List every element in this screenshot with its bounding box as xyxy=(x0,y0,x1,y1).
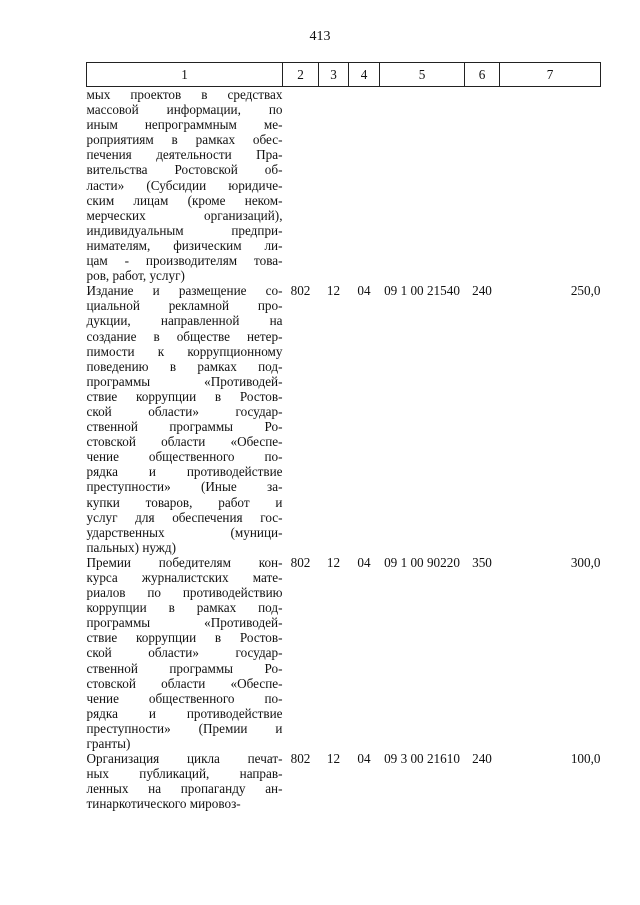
description-line: программы «Противодей- xyxy=(86,615,283,631)
section-code: 12 xyxy=(326,751,341,767)
description-line: стовской области «Обеспе- xyxy=(86,434,283,450)
description-line: ленных на пропаганду ан- xyxy=(86,781,283,797)
description-line: ской области» государ- xyxy=(86,645,283,661)
amount-value: 250,0 xyxy=(570,283,601,299)
description-line: создание в обществе нетер- xyxy=(86,328,283,344)
amount-value: 100,0 xyxy=(570,751,601,767)
description-line: поведению в рамках под- xyxy=(86,358,283,374)
target-article-code: 09 1 00 21540 xyxy=(384,283,460,299)
description-line: ской области» государ- xyxy=(86,403,283,419)
row-description xyxy=(87,555,283,751)
description-line: иным непрограммным ме- xyxy=(86,117,283,133)
header-col-4: 4 xyxy=(349,63,380,87)
table-row xyxy=(87,555,601,751)
amount-value xyxy=(500,87,601,284)
header-col-3: 3 xyxy=(319,63,349,87)
description-line: курса журналистских мате- xyxy=(86,570,283,585)
amount-value: 300,0 xyxy=(570,554,601,570)
description-line: дукции, направленной на xyxy=(86,313,283,329)
header-col-7: 7 xyxy=(500,63,601,87)
row-description xyxy=(87,283,283,555)
expense-type-code: 240 xyxy=(472,751,492,767)
description-line: услуг для обеспечения гос- xyxy=(86,509,283,525)
ministry-code: 802 xyxy=(290,554,311,570)
description-line: цам - производителям това- xyxy=(86,253,283,269)
section-code xyxy=(319,87,349,284)
description-line: ствие коррупции в Ростов- xyxy=(86,388,283,404)
description-line: индивидуальным предпри- xyxy=(86,222,283,238)
row-description xyxy=(87,751,283,811)
description-line: ров, работ, услуг) xyxy=(86,268,185,284)
description-line: рядка и противодействие xyxy=(86,464,283,480)
description-line: программы «Противодей- xyxy=(86,373,283,389)
header-col-5: 5 xyxy=(380,63,465,87)
target-article-code xyxy=(380,87,465,284)
ministry-code: 802 xyxy=(290,283,311,299)
description-line: вительства Ростовской об- xyxy=(86,162,283,178)
expense-type-code: 240 xyxy=(472,283,492,299)
description-line: циальной рекламной про- xyxy=(86,298,283,314)
description-line: печения деятельности Пра- xyxy=(86,147,283,163)
description-line: ударственных (муници- xyxy=(86,524,283,540)
description-line: ласти» (Субсидии юридиче- xyxy=(86,177,283,193)
target-article-code: 09 1 00 90220 xyxy=(384,554,460,570)
description-line: преступности» (Премии и xyxy=(86,720,283,736)
description-line: стовской области «Обеспе- xyxy=(86,675,283,691)
expense-type-code xyxy=(465,87,500,284)
description-line: купки товаров, работ и xyxy=(86,494,283,510)
table-row xyxy=(87,751,601,811)
subsection-code: 04 xyxy=(357,751,371,767)
description-line: тинаркотического мировоз- xyxy=(86,796,241,812)
description-line: ствие коррупции в Ростов- xyxy=(86,630,283,646)
description-line: массовой информации, по xyxy=(86,102,283,118)
description-line: ных публикаций, направ- xyxy=(86,766,283,782)
table-row xyxy=(87,283,601,555)
section-code: 12 xyxy=(326,283,341,299)
description-line: Организация цикла печат- xyxy=(86,751,283,767)
header-col-2: 2 xyxy=(283,63,319,87)
description-line: преступности» (Иные за- xyxy=(86,479,283,495)
description-line: Премии победителям кон- xyxy=(86,554,283,570)
expense-type-code: 350 xyxy=(472,554,492,570)
subsection-code xyxy=(349,87,380,284)
description-line: гранты) xyxy=(86,736,131,752)
header-col-1: 1 xyxy=(87,63,283,87)
header-row xyxy=(87,63,601,87)
description-line: чение общественного по- xyxy=(86,449,283,465)
description-line: нимателям, физическим ли- xyxy=(86,237,283,253)
subsection-code: 04 xyxy=(357,554,371,570)
row-description xyxy=(87,87,283,284)
description-line: Издание и размещение со- xyxy=(86,283,283,299)
subsection-code: 04 xyxy=(357,283,371,299)
description-line: мых проектов в средствах xyxy=(86,87,283,102)
description-line: пальных) нужд) xyxy=(86,539,177,555)
description-line: рядка и противодействие xyxy=(86,705,283,721)
budget-table xyxy=(86,62,601,812)
description-line: пимости к коррупционному xyxy=(86,343,283,359)
description-line: роприятиям в рамках обес- xyxy=(86,132,283,148)
description-line: коррупции в рамках под- xyxy=(86,600,283,616)
description-line: мерческих организаций), xyxy=(86,207,283,223)
description-line: риалов по противодействию xyxy=(86,585,283,601)
ministry-code: 802 xyxy=(290,751,311,767)
description-line: ственной программы Ро- xyxy=(86,419,283,435)
table-row xyxy=(87,87,601,284)
page-number: 413 xyxy=(309,29,331,44)
ministry-code xyxy=(283,87,319,284)
description-line: ским лицам (кроме неком- xyxy=(86,192,283,208)
description-line: чение общественного по- xyxy=(86,690,283,706)
header-col-6: 6 xyxy=(465,63,500,87)
target-article-code: 09 3 00 21610 xyxy=(384,751,460,767)
description-line: ственной программы Ро- xyxy=(86,660,283,676)
section-code: 12 xyxy=(326,554,341,570)
